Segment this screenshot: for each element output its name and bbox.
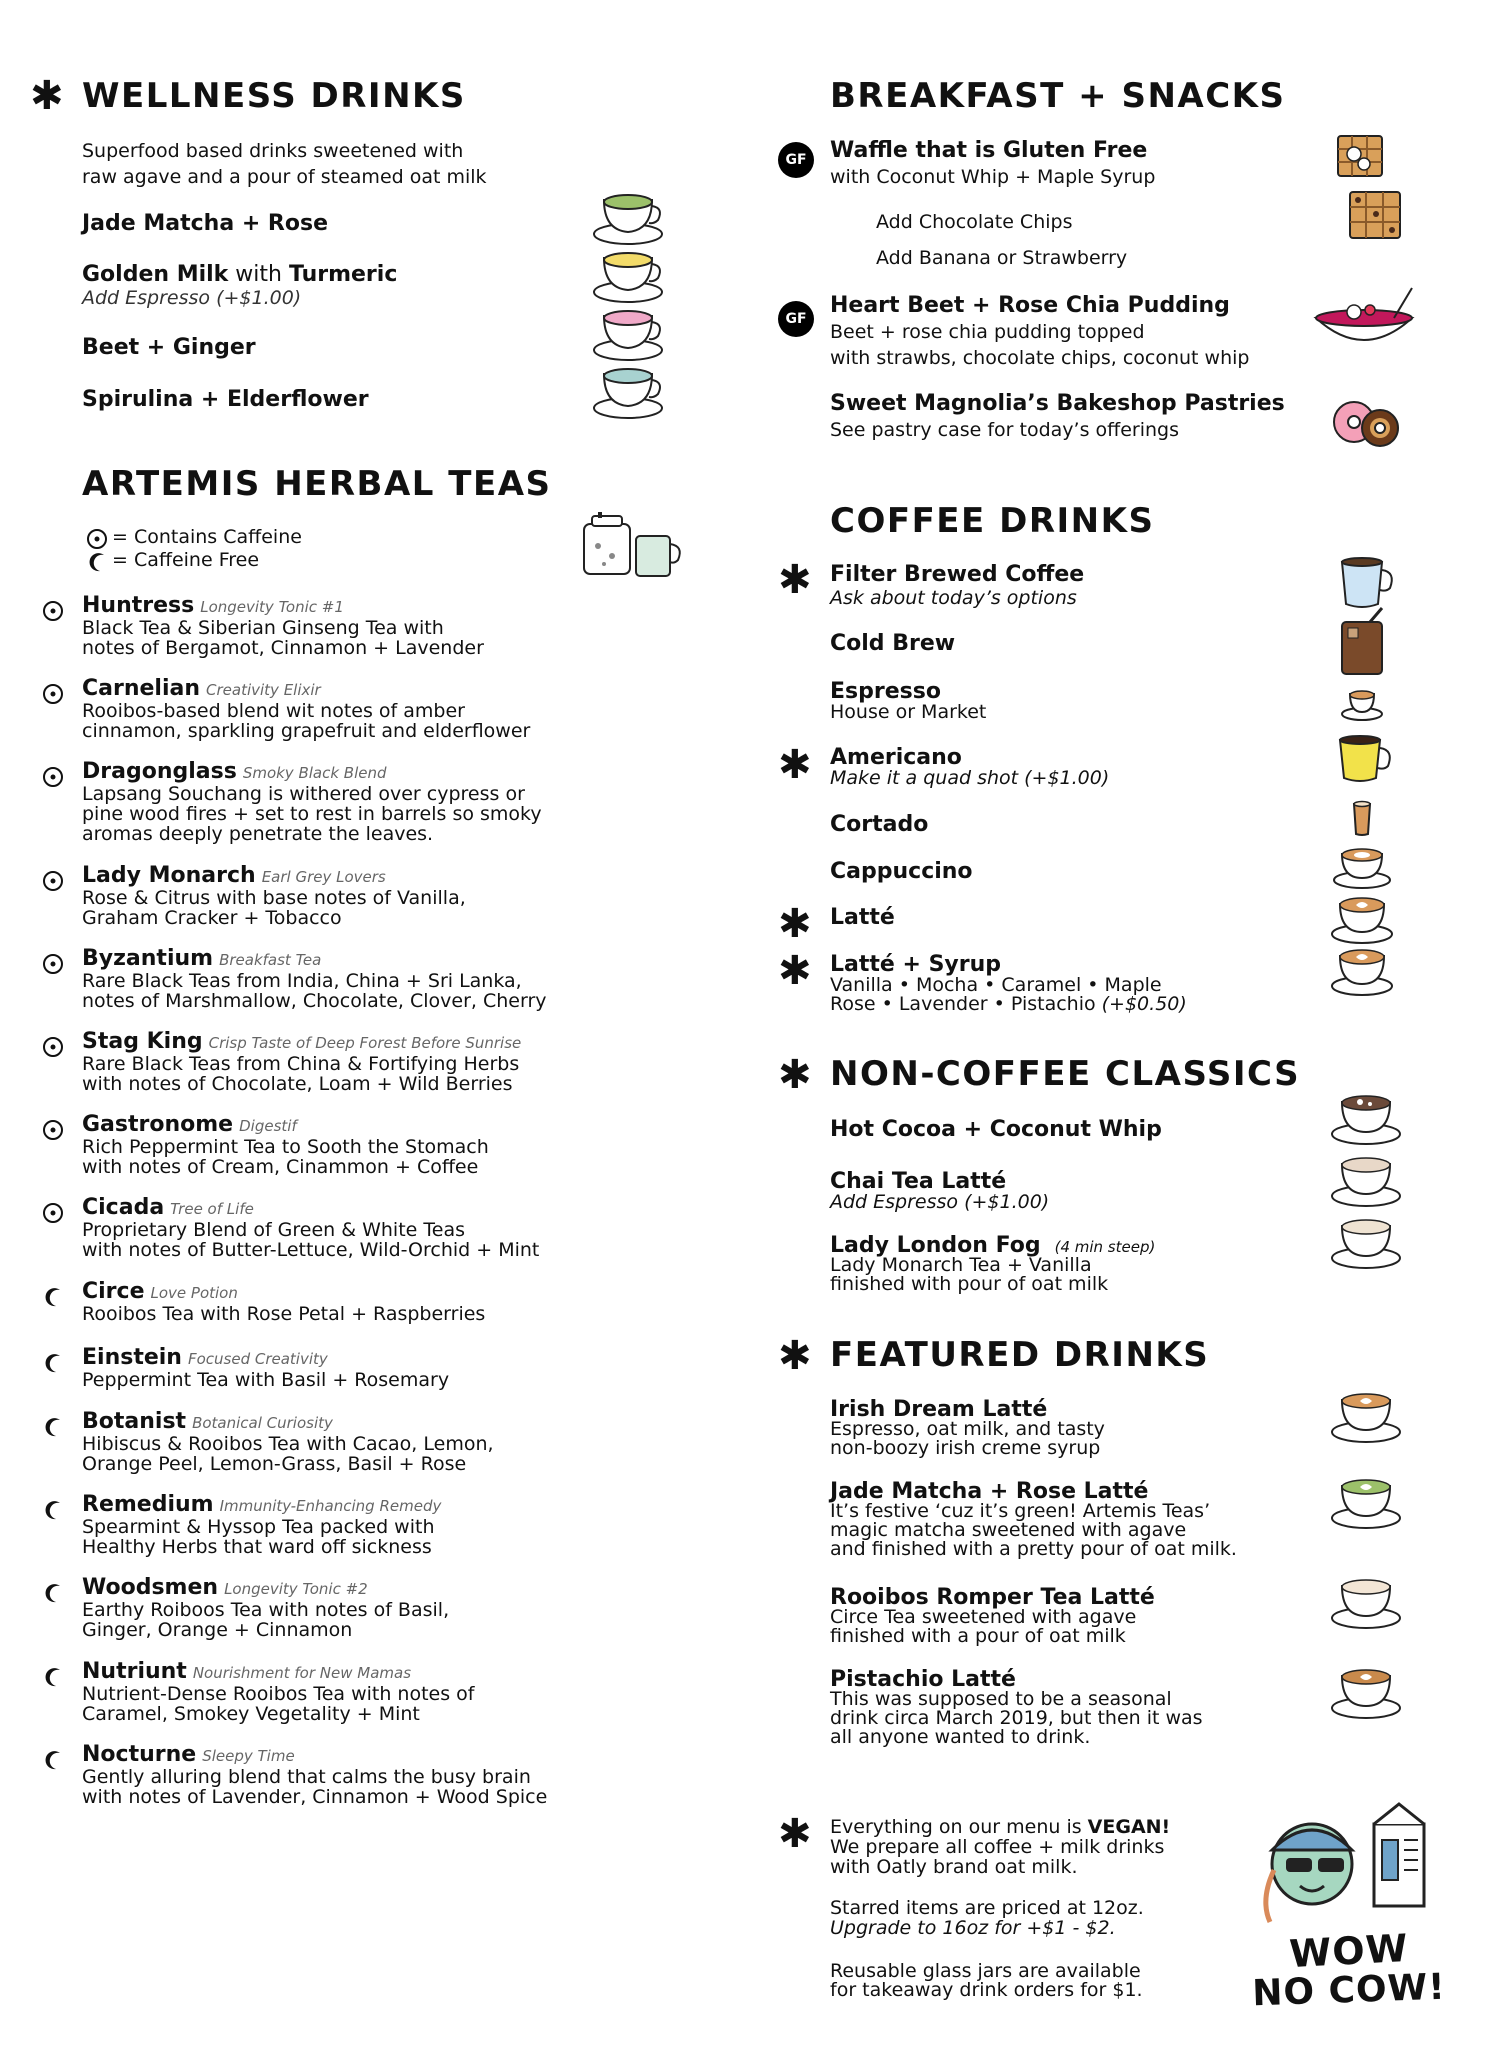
latte-syrup-options-2: Rose • Lavender • Pistachio (+$0.50) <box>830 993 1187 1015</box>
pudding-desc-2: with strawbs, chocolate chips, coconut whip <box>830 347 1250 369</box>
noncoffee-title: NON-COFFEE CLASSICS <box>830 1054 1301 1094</box>
espresso-name: Espresso <box>830 679 941 704</box>
tea-tagline: Crisp Taste of Deep Forest Before Sunrise <box>208 1034 522 1052</box>
tea-desc: notes of Bergamot, Cinnamon + Lavender <box>82 637 484 659</box>
moon-icon <box>42 1416 64 1438</box>
cup-icon <box>1332 950 1392 995</box>
tea-name: Circe Love Potion <box>82 1279 238 1304</box>
jade-latte-desc-1: It’s festive ‘cuz it’s green! Artemis Teas’ <box>830 1500 1211 1522</box>
pastry-sub: See pastry case for today’s offerings <box>830 419 1180 441</box>
caffeine-icon <box>42 1202 64 1224</box>
latte-syrup-name: Latté + Syrup <box>830 952 1002 977</box>
cappuccino-name: Cappuccino <box>830 859 973 884</box>
jade-latte-name: Jade Matcha + Rose Latté <box>830 1479 1149 1504</box>
wellness-item-name: Beet + Ginger <box>82 335 256 360</box>
gf-badge: GF <box>778 142 814 178</box>
moon-icon <box>42 1352 64 1374</box>
caffeine-icon <box>42 600 64 622</box>
tea-tagline: Breakfast Tea <box>219 951 322 969</box>
tea-tagline: Longevity Tonic #2 <box>224 1580 368 1598</box>
cold-brew-glass-icon <box>1342 608 1382 674</box>
asterisk-icon: ✱ <box>30 73 64 119</box>
latte-name: Latté <box>830 905 895 930</box>
asterisk-icon: ✱ <box>778 1333 812 1379</box>
tea-tagline: Creativity Elixir <box>206 681 321 699</box>
cup-icon <box>1334 849 1390 888</box>
tea-name: Botanist Botanical Curiosity <box>82 1409 333 1434</box>
waffle-name: Waffle that is Gluten Free <box>830 138 1148 163</box>
tea-desc: Graham Cracker + Tobacco <box>82 907 342 929</box>
legend-free: = Caffeine Free <box>112 549 260 571</box>
irish-desc-1: Espresso, oat milk, and tasty <box>830 1418 1105 1440</box>
teas-title: ARTEMIS HERBAL TEAS <box>82 464 552 504</box>
vegan-note-3: with Oatly brand oat milk. <box>830 1856 1078 1878</box>
filter-coffee-name: Filter Brewed Coffee <box>830 562 1085 587</box>
tea-desc: Nutrient-Dense Rooibos Tea with notes of <box>82 1683 475 1705</box>
irish-name: Irish Dream Latté <box>830 1397 1048 1422</box>
mug-icon <box>1342 558 1392 607</box>
cup-icon <box>594 195 662 244</box>
logo-text-2: NO COW! <box>1251 1966 1447 2015</box>
rooibos-latte-desc-1: Circe Tea sweetened with agave <box>830 1606 1137 1628</box>
tea-name: Einstein Focused Creativity <box>82 1345 328 1370</box>
tea-name: Lady Monarch Earl Grey Lovers <box>82 863 386 888</box>
tea-name: Cicada Tree of Life <box>82 1195 254 1220</box>
asterisk-icon: ✱ <box>778 557 812 603</box>
filter-coffee-sub: Ask about today’s options <box>830 587 1077 609</box>
moon-icon <box>42 1582 64 1604</box>
tea-desc: Peppermint Tea with Basil + Rosemary <box>82 1369 450 1391</box>
cup-icon <box>1332 1580 1400 1628</box>
asterisk-icon: ✱ <box>778 1811 812 1857</box>
cup-icon <box>1332 1096 1400 1144</box>
tea-name: Huntress Longevity Tonic #1 <box>82 593 344 618</box>
coffee-cups-illustration <box>1330 556 1430 996</box>
featured-cups-illustration <box>1330 1392 1430 1732</box>
tea-name: Byzantium Breakfast Tea <box>82 946 322 971</box>
gf-badge: GF <box>778 301 814 337</box>
tea-tagline: Longevity Tonic #1 <box>200 598 344 616</box>
tea-desc: aromas deeply penetrate the leaves. <box>82 823 434 845</box>
wellness-desc-1: Superfood based drinks sweetened with <box>82 140 464 162</box>
tea-desc: with notes of Cream, Cinammon + Coffee <box>82 1156 479 1178</box>
tea-desc: pine wood fires + set to rest in barrels so smoky <box>82 803 542 825</box>
fog-desc-1: Lady Monarch Tea + Vanilla <box>830 1254 1092 1276</box>
cup-icon <box>1332 898 1392 943</box>
cold-brew-name: Cold Brew <box>830 631 956 656</box>
tea-desc: Rooibos Tea with Rose Petal + Raspberries <box>82 1303 486 1325</box>
tea-tagline: Sleepy Time <box>202 1747 295 1765</box>
cup-icon <box>1332 1220 1400 1268</box>
caffeine-icon <box>42 870 64 892</box>
pistachio-latte-desc-2: drink circa March 2019, but then it was <box>830 1707 1203 1729</box>
waffle-icon <box>1334 134 1414 254</box>
moon-icon <box>86 551 108 573</box>
pudding-bowl-icon <box>1312 288 1422 350</box>
cup-icon <box>594 369 662 418</box>
tea-desc: Rare Black Teas from India, China + Sri Lanka, <box>82 970 522 992</box>
wellness-title: WELLNESS DRINKS <box>82 76 466 116</box>
tea-desc: Hibiscus & Rooibos Tea with Cacao, Lemon, <box>82 1433 494 1455</box>
tea-tagline: Immunity-Enhancing Remedy <box>219 1497 442 1515</box>
featured-title: FEATURED DRINKS <box>830 1335 1210 1375</box>
pudding-desc-1: Beet + rose chia pudding topped <box>830 321 1145 343</box>
rooibos-latte-desc-2: finished with a pour of oat milk <box>830 1625 1126 1647</box>
espresso-cup-icon <box>1342 691 1382 720</box>
vegan-note-2: We prepare all coffee + milk drinks <box>830 1836 1165 1858</box>
tea-desc: with notes of Lavender, Cinnamon + Wood Spice <box>82 1786 548 1808</box>
wellness-cups-illustration <box>590 192 680 432</box>
fog-desc-2: finished with pour of oat milk <box>830 1273 1109 1295</box>
wellness-item-name: Golden Milk with Turmeric <box>82 262 398 287</box>
tea-tagline: Nourishment for New Mamas <box>192 1664 412 1682</box>
cup-icon <box>594 311 662 360</box>
caffeine-icon <box>42 1119 64 1141</box>
americano-name: Americano <box>830 745 962 770</box>
tea-desc: with notes of Butter-Lettuce, Wild-Orchid + Mint <box>82 1239 540 1261</box>
tea-name: Nocturne Sleepy Time <box>82 1742 295 1767</box>
donut-icon <box>1330 396 1410 450</box>
starred-note-1: Starred items are priced at 12oz. <box>830 1897 1144 1919</box>
coffee-title: COFFEE DRINKS <box>830 501 1155 541</box>
tea-desc: Rich Peppermint Tea to Sooth the Stomach <box>82 1136 489 1158</box>
wellness-desc-2: raw agave and a pour of steamed oat milk <box>82 166 487 188</box>
tea-name: Gastronome Digestif <box>82 1112 297 1137</box>
caffeine-icon <box>86 528 108 550</box>
tea-name: Dragonglass Smoky Black Blend <box>82 759 387 784</box>
cup-icon <box>1332 1158 1400 1206</box>
tea-name: Woodsmen Longevity Tonic #2 <box>82 1575 368 1600</box>
waffle-add-fruit: Add Banana or Strawberry <box>876 247 1128 269</box>
tea-name: Carnelian Creativity Elixir <box>82 676 321 701</box>
tea-desc: Healthy Herbs that ward off sickness <box>82 1536 432 1558</box>
pistachio-latte-name: Pistachio Latté <box>830 1667 1016 1692</box>
wellness-item-name: Jade Matcha + Rose <box>82 211 328 236</box>
latte-syrup-options-1: Vanilla • Mocha • Caramel • Maple <box>830 974 1162 996</box>
pistachio-latte-desc-3: all anyone wanted to drink. <box>830 1726 1091 1748</box>
tea-desc: Earthy Roiboos Tea with notes of Basil, <box>82 1599 450 1621</box>
starred-note-2: Upgrade to 16oz for +$1 - $2. <box>830 1917 1116 1939</box>
waffle-sub: with Coconut Whip + Maple Syrup <box>830 166 1156 188</box>
tea-tagline: Tree of Life <box>170 1200 254 1218</box>
asterisk-icon: ✱ <box>778 901 812 947</box>
wellness-item-name: Spirulina + Elderflower <box>82 387 369 412</box>
wow-no-cow-logo <box>1244 1800 1454 2015</box>
tea-desc: with notes of Chocolate, Loam + Wild Berries <box>82 1073 513 1095</box>
tea-tagline: Botanical Curiosity <box>192 1414 333 1432</box>
espresso-sub: House or Market <box>830 701 987 723</box>
cup-icon <box>1332 1480 1400 1528</box>
cortado-name: Cortado <box>830 812 929 837</box>
tea-desc: Black Tea & Siberian Ginseng Tea with <box>82 617 444 639</box>
tea-name: Stag King Crisp Taste of Deep Forest Before Sunrise <box>82 1029 522 1054</box>
moon-icon <box>42 1749 64 1771</box>
moon-icon <box>42 1499 64 1521</box>
tea-desc: Ginger, Orange + Cinnamon <box>82 1619 353 1641</box>
irish-desc-2: non-boozy irish creme syrup <box>830 1437 1101 1459</box>
moon-icon <box>42 1666 64 1688</box>
tea-name: Remedium Immunity-Enhancing Remedy <box>82 1492 442 1517</box>
mug-icon <box>1340 736 1390 781</box>
asterisk-icon: ✱ <box>778 742 812 788</box>
chai-sub: Add Espresso (+$1.00) <box>830 1191 1050 1213</box>
tea-name: Nutriunt Nourishment for New Mamas <box>82 1659 412 1684</box>
jade-latte-desc-3: and finished with a pretty pour of oat milk. <box>830 1538 1237 1560</box>
caffeine-icon <box>42 683 64 705</box>
wellness-item-sub: Add Espresso (+$1.00) <box>82 287 302 309</box>
asterisk-icon: ✱ <box>778 948 812 994</box>
waffle-add-chips: Add Chocolate Chips <box>876 211 1073 233</box>
tea-desc: Caramel, Smokey Vegetality + Mint <box>82 1703 420 1725</box>
noncoffee-cups-illustration <box>1330 1094 1430 1294</box>
tea-tagline: Focused Creativity <box>187 1350 328 1368</box>
tea-desc: Rooibos-based blend wit notes of amber <box>82 700 465 722</box>
pastry-name: Sweet Magnolia’s Bakeshop Pastries <box>830 391 1285 416</box>
cocoa-name: Hot Cocoa + Coconut Whip <box>830 1117 1162 1142</box>
tea-tagline: Smoky Black Blend <box>242 764 387 782</box>
tea-desc: notes of Marshmallow, Chocolate, Clover, Cherry <box>82 990 547 1012</box>
caffeine-icon <box>42 1036 64 1058</box>
jar-note-1: Reusable glass jars are available <box>830 1960 1141 1982</box>
tea-tagline: Digestif <box>239 1117 297 1135</box>
tea-tagline: Love Potion <box>150 1284 238 1302</box>
cup-icon <box>1332 1670 1400 1718</box>
vegan-note-1: Everything on our menu is VEGAN! <box>830 1816 1171 1838</box>
tea-desc: Gently alluring blend that calms the busy brain <box>82 1766 531 1788</box>
chai-name: Chai Tea Latté <box>830 1169 1007 1194</box>
tea-desc: Rose & Citrus with base notes of Vanilla, <box>82 887 466 909</box>
tea-desc: Rare Black Teas from China & Fortifying Herbs <box>82 1053 520 1075</box>
moon-icon <box>42 1286 64 1308</box>
tea-desc: Proprietary Blend of Green & White Teas <box>82 1219 465 1241</box>
tea-desc: cinnamon, sparkling grapefruit and elderflower <box>82 720 531 742</box>
fog-name: Lady London Fog (4 min steep) <box>830 1233 1156 1258</box>
rooibos-latte-name: Rooibos Romper Tea Latté <box>830 1585 1155 1610</box>
cup-icon <box>594 253 662 302</box>
pudding-name: Heart Beet + Rose Chia Pudding <box>830 293 1230 318</box>
mascot-illustration <box>1244 1800 1454 1930</box>
tea-desc: Orange Peel, Lemon-Grass, Basil + Rose <box>82 1453 467 1475</box>
cup-icon <box>1332 1394 1400 1442</box>
jade-latte-desc-2: magic matcha sweetened with agave <box>830 1519 1187 1541</box>
tea-desc: Lapsang Souchang is withered over cypress or <box>82 783 525 805</box>
asterisk-icon: ✱ <box>778 1052 812 1098</box>
caffeine-icon <box>42 766 64 788</box>
tea-desc: Spearmint & Hyssop Tea packed with <box>82 1516 435 1538</box>
americano-sub: Make it a quad shot (+$1.00) <box>830 767 1110 789</box>
pistachio-latte-desc-1: This was supposed to be a seasonal <box>830 1688 1172 1710</box>
jar-note-2: for takeaway drink orders for $1. <box>830 1979 1143 2001</box>
caffeine-icon <box>42 953 64 975</box>
breakfast-title: BREAKFAST + SNACKS <box>830 76 1286 116</box>
teapot-icon <box>578 512 688 582</box>
cortado-glass-icon <box>1354 802 1370 836</box>
logo-text-1: WOW <box>1288 1925 1410 1977</box>
tea-tagline: Earl Grey Lovers <box>261 868 386 886</box>
legend-caffeine: = Contains Caffeine <box>112 526 302 548</box>
